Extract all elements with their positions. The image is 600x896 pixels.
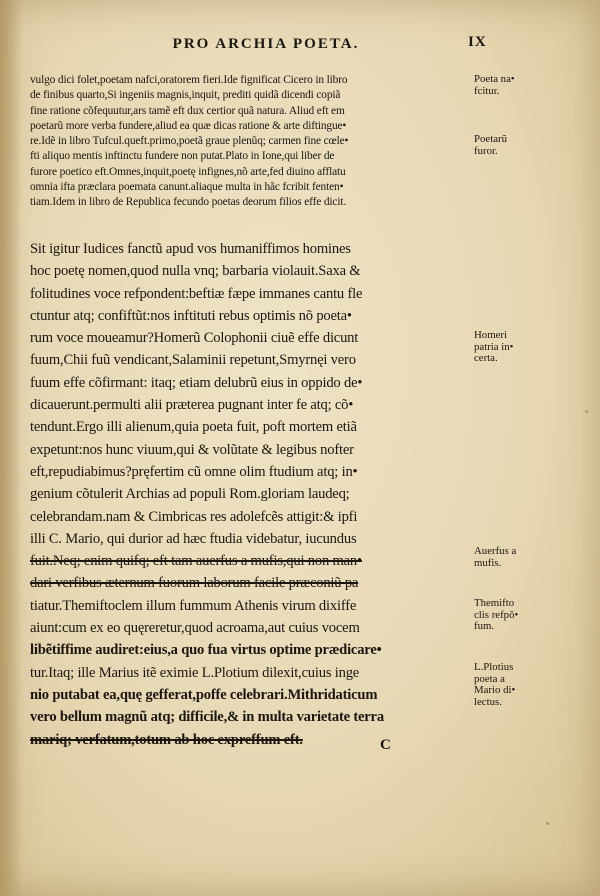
marginal-note-poetarum-furor — [474, 134, 594, 157]
main-text-line: libẽtiffime audiret:eius,a quo fua virtus optime prædicare• — [30, 642, 382, 659]
marginal-note-line: Mario di• — [474, 684, 516, 696]
main-text-line-struck — [30, 550, 470, 572]
marginal-note-line: poeta a — [474, 672, 505, 685]
marginal-note-homeri-patria — [474, 330, 594, 365]
main-text-line: vero bellum magnũ atq; difficile,& in multa varietate terra — [30, 709, 384, 726]
main-text-line-struck — [30, 729, 470, 751]
main-text-line: fuum,Chii fuũ vendicant,Salaminii repetunt,Smyrnęi vero — [30, 352, 356, 369]
commentary-line: poetarũ more verba fundere,aliud ea quæ dicas ratione & arte diftingue• — [30, 119, 347, 132]
main-text-line-struck — [30, 572, 470, 594]
struck-text: fuit.Neq; enim quifq; eft tam auerfus a mufis,qui non man• — [30, 553, 362, 570]
marginal-note-themistoclis-responsum — [474, 598, 594, 633]
marginal-note-line: fum. — [474, 620, 495, 632]
main-text-line: hoc poetę nomen,quod nulla vnq; barbaria violauit.Saxa & — [30, 263, 361, 280]
commentary-line: vulgo dici folet,poetam nafci,oratorem fieri.Ide fignificat Cicero in libro — [30, 74, 348, 86]
commentary-line: fine ratione cõfequutur,ars tamẽ eft dux certior quã natura. Aliud eft em — [30, 104, 345, 117]
commentary-line: omnia ifta præclara poemata canunt.aliaque multa in hãc fcribit fenten• — [30, 181, 344, 194]
folio-number: IX — [468, 34, 487, 50]
signature-mark: C — [380, 737, 391, 753]
marginal-note-line: L.Plotius — [474, 661, 514, 673]
main-text-line: tur.Itaq; ille Marius itẽ eximie L.Plotium dilexit,cuius inge — [30, 664, 360, 681]
commentary-line: fti aliquo mentis inftinctu fundere non putat.Plato in Ione,qui liber de — [30, 150, 335, 163]
main-text-line: nio putabat ea,quę gefferat,poffe celebrari.Mithridaticum — [30, 686, 378, 703]
marginal-note-line: furor. — [474, 144, 498, 157]
marginal-note-line: Poetarũ — [474, 133, 507, 145]
commentary-line: furore poetico eft.Omnes,inquit,poetę infignes,nõ arte,fed diuino afflatu — [30, 165, 346, 178]
main-text-block — [30, 238, 470, 751]
main-text-line: fuum effe cõfirmant: itaq; etiam delubrũ eius in oppido de• — [30, 374, 363, 391]
main-text-line: tendunt.Ergo illi alienum,quia poeta fuit, poft mortem etiã — [30, 419, 357, 436]
marginal-note-line: certa. — [474, 352, 498, 364]
main-text-line: dicauerunt.permulti alii præterea pugnant inter fe atq; cõ• — [30, 397, 354, 414]
marginal-note-l-plotius — [474, 662, 594, 708]
paper-speck — [585, 410, 588, 413]
commentary-block — [30, 73, 470, 211]
marginal-note-line: Poeta na• — [474, 73, 515, 85]
main-text-line: tiatur.Themiftoclem illum fummum Athenis virum dixiffe — [30, 597, 357, 614]
commentary-line: re.Idẽ in libro Tufcul.queft.primo,poetã graue plenũq; carmen fine cœle• — [30, 135, 349, 148]
struck-text: dari verfibus æternum fuorum laborum facile præconiũ pa — [30, 575, 359, 592]
main-text-line: expetunt:nos hunc viuum,qui & volũtate & legibus nofter — [30, 441, 354, 458]
paper-speck — [546, 822, 549, 825]
struck-text: mariq; verfatum,totum ab hoc expreffum eft. — [30, 731, 303, 748]
marginal-note-auersus-a-musis — [474, 546, 594, 569]
commentary-line: tiam.Idem in libro de Republica fecundo poetas deorum filios effe dicit. — [30, 196, 347, 209]
page-gutter-shadow — [0, 0, 22, 896]
marginal-note-line: mufis. — [474, 556, 502, 569]
marginal-note-line: fcitur. — [474, 84, 500, 97]
marginal-note-poeta-nascitur — [474, 74, 594, 97]
marginal-note-line: patria in• — [474, 340, 514, 353]
main-text-line: folitudines voce refpondent:beftiæ fæpe immanes cantu fle — [30, 285, 363, 302]
commentary-line: de finibus quarto,Si ingeniis magnis,inquit, prediti quidã dicendi copiã — [30, 89, 341, 102]
main-text-line: celebrandam.nam & Cimbricas res adolefcẽs attigit:& ipfi — [30, 508, 358, 525]
main-text-line: ctuntur atq; confiftũt:nos inftituti rebus optimis nõ poeta• — [30, 307, 352, 324]
marginal-note-line: Themifto — [474, 597, 515, 609]
main-text-line: rum voce moueamur?Homerũ Colophonii ciuẽ effe dicunt — [30, 330, 359, 347]
marginal-note-line: Homeri — [474, 329, 507, 341]
main-text-line: illi C. Mario, qui durior ad hæc ftudia videbatur, iucundus — [30, 530, 357, 547]
main-text-line: eft,repudiabimus?pręfertim cũ omne olim ftudium atq; in• — [30, 463, 358, 480]
main-text-line: Sit igitur Iudices fanctũ apud vos humaniffimos homines — [30, 241, 351, 257]
marginal-note-line: clis refpõ• — [474, 608, 519, 621]
main-text-line: genium cõtulerit Archias ad populi Rom.gloriam laudeq; — [30, 486, 350, 503]
marginal-note-line: lectus. — [474, 695, 502, 708]
main-text-line: aiunt:cum ex eo quęreretur,quod acroama,aut cuius vocem — [30, 620, 360, 637]
running-title: PRO ARCHIA POETA. — [172, 36, 360, 52]
marginal-note-line: Auerfus a — [474, 545, 517, 557]
